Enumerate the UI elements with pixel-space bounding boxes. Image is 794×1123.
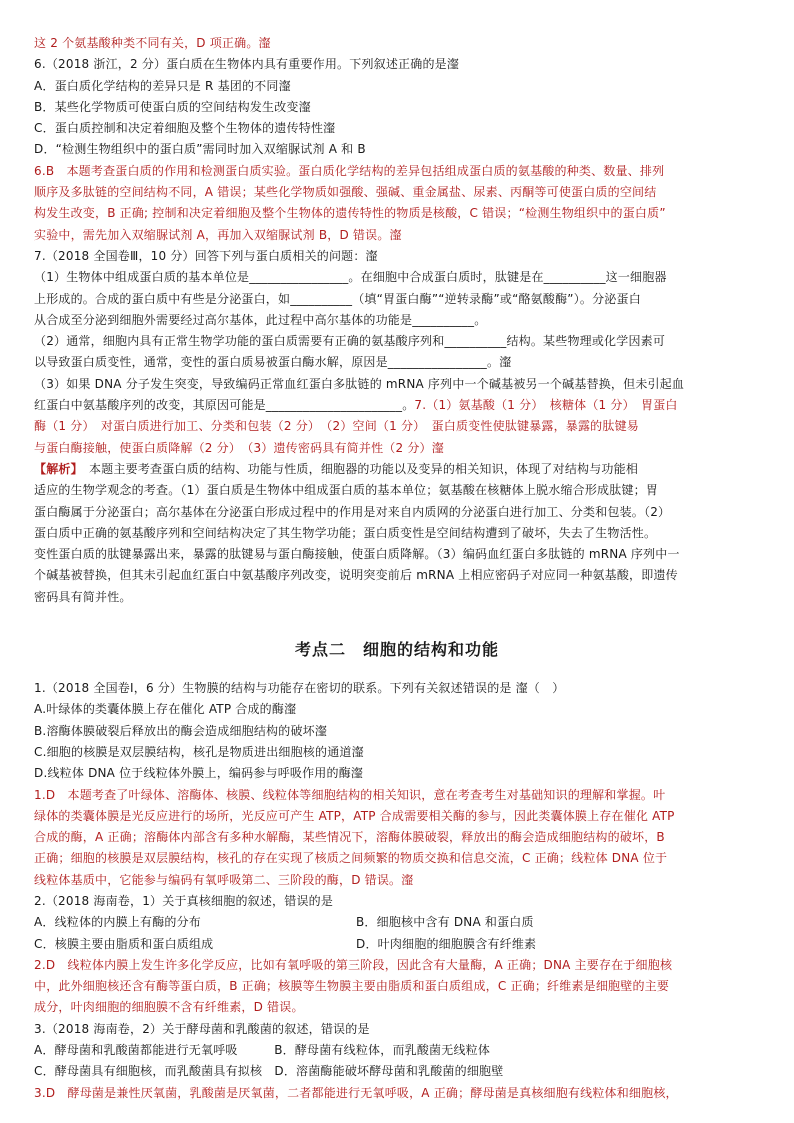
- cell-question-text-line: 1.（2018 全国卷Ⅰ，6 分）生物膜的结构与功能存在密切的联系。下列有关叙述错误的是 瀣（ ）: [34, 681, 565, 696]
- protein-question-answer-line: 实验中，需先加入双缩脲试剂 A，再加入双缩脲试剂 B，D 错误。瀣: [34, 227, 402, 242]
- q2-answer-line: 中，此外细胞核还含有酶等蛋白质，B 正确；核膜等生物膜主要由脂质和蛋白质组成，C 正确；纤维素是细胞壁的主要: [34, 979, 670, 994]
- protein-question-text-line: （2）通常，细胞内具有正常生物学功能的蛋白质需要有正确的氨基酸序列和__________结构。某些物理或化学因素可: [34, 334, 666, 349]
- protein-question-answer-line: 6.B 本题考查蛋白质的作用和检测蛋白质实验。蛋白质化学结构的差异包括组成蛋白质的氨基酸的种类、数量、排列: [34, 163, 665, 178]
- protein-question-text-line: 7.（2018 全国卷Ⅲ，10 分）回答下列与蛋白质相关的问题：瀣: [34, 248, 378, 263]
- cell-structure-section: [34, 678, 760, 912]
- cell-question-text-line: A.叶绿体的类囊体膜上存在催化 ATP 合成的酶瀣: [34, 702, 297, 717]
- protein-question-answer-line: 构发生改变，B 正确; 控制和决定着细胞及整个生物体的遗传特性的物质是核酸，C 错误；“检测生物组织中的蛋白质”: [34, 206, 666, 221]
- section-title: 考点二 细胞的结构和功能: [294, 640, 499, 660]
- document-page: [34, 33, 760, 1104]
- q2-answer-line: 成分，叶肉细胞的细胞膜不含有纤维素，D 错误。: [34, 1000, 304, 1015]
- q3-stem: 3.（2018 海南卷，2）关于酵母菌和乳酸菌的叙述，错误的是: [34, 1021, 370, 1036]
- cell-question-answer-line: 线粒体基质中，它能参与编码有氧呼吸第二、三阶段的酶，D 错误。瀣: [34, 872, 414, 887]
- cell-question-text-line: C.细胞的核膜是双层膜结构，核孔是物质进出细胞核的通道瀣: [34, 744, 364, 759]
- cell-question-answer-line: 合成的酶，A 正确；溶酶体内部含有多种水解酶，某些情况下，溶酶体膜破裂，释放出的酶会造成细胞结构的破坏，B: [34, 830, 665, 845]
- protein-question-text-line: C．蛋白质控制和决定着细胞及整个生物体的遗传特性瀣: [34, 121, 336, 136]
- q2-options-row: [34, 934, 760, 955]
- analysis-line: 密码具有简并性。: [34, 589, 132, 604]
- protein-questions-section: [34, 33, 760, 374]
- protein-question-text-line: 从合成至分泌到细胞外需要经过高尔基体，此过程中高尔基体的功能是__________。: [34, 312, 487, 327]
- cell-question-answer-line: 正确；细胞的核膜是双层膜结构，核孔的存在实现了核质之间频繁的物质交换和信息交流，C 正确；线粒体 DNA 位于: [34, 851, 668, 866]
- analysis-first-line: [34, 459, 760, 480]
- analysis-label: 【解析】: [34, 461, 77, 476]
- protein-question-answer-line: 这 2 个氨基酸种类不同有关，D 项正确。瀣: [34, 36, 271, 50]
- analysis-line: 蛋白质中正确的氨基酸序列和空间结构决定了其生物学功能；蛋白质变性是空间结构遭到了破坏，失去了生物活性。: [34, 525, 657, 540]
- q3-answer-line: 3.D 酵母菌是兼性厌氧菌，乳酸菌是厌氧菌，二者都能进行无氧呼吸，A 正确；酵母菌是真核细胞有线粒体和细胞核，: [34, 1085, 678, 1100]
- cell-question-answer-line: 绿体的类囊体膜是光反应进行的场所，光反应可产生 ATP，ATP 合成需要相关酶的参与，因此类囊体膜上存在催化 ATP: [34, 808, 675, 823]
- protein-question-text-line: A．蛋白质化学结构的差异只是 R 基团的不同瀣: [34, 78, 291, 93]
- cell-question-text-line: B.溶酶体膜破裂后释放出的酶会造成细胞结构的破坏瀣: [34, 723, 328, 738]
- q2-option-d: D．叶肉细胞的细胞膜含有纤维素: [356, 936, 537, 951]
- q7-part3-answer-line: [34, 395, 760, 416]
- analysis-line: 个碱基被替换，但其未引起血红蛋白中氨基酸序列改变，说明突变前后 mRNA 上相应密码子对应同一种氨基酸，即遗传: [34, 568, 678, 583]
- q3-options-row: C．酵母菌具有细胞核，而乳酸菌具有拟核 D．溶菌酶能破坏酵母菌和乳酸菌的细胞壁: [34, 1064, 504, 1079]
- q2-answer-line: 2.D 线粒体内膜上发生许多化学反应，比如有氧呼吸的第三阶段，因此含有大量酶，A 正确；DNA 主要存在于细胞核: [34, 957, 673, 972]
- protein-question-text-line: D．“检测生物组织中的蛋白质”需同时加入双缩脲试剂 A 和 B: [34, 142, 366, 157]
- protein-question-text-line: （1）生物体中组成蛋白质的基本单位是________________。在细胞中合成蛋白质时，肽键是在__________这一细胞器: [34, 270, 667, 285]
- q2-option-c: C．核膜主要由脂质和蛋白质组成: [34, 936, 214, 951]
- q7-answer-line: 酶（1 分） 对蛋白质进行加工、分类和包装（2 分） （2）空间（1 分） 蛋白质变性使肽键暴露，暴露的肽键易: [34, 419, 639, 434]
- cell-question-text-line: 2.（2018 海南卷，1）关于真核细胞的叙述，错误的是: [34, 893, 334, 908]
- q7-answer-line: 与蛋白酶接触，使蛋白质降解（2 分） （3）遗传密码具有简并性（2 分）瀣: [34, 440, 444, 455]
- q2-options-row: [34, 912, 760, 933]
- q2-option-b: B．细胞核中含有 DNA 和蛋白质: [356, 915, 534, 930]
- analysis-line: 变性蛋白质的肽键暴露出来，暴露的肽键易与蛋白酶接触，使蛋白质降解。（3）编码血红蛋白多肽链的 mRNA 序列中一: [34, 547, 680, 562]
- protein-question-text-line: 6.（2018 浙江，2 分）蛋白质在生物体内具有重要作用。下列叙述正确的是瀣: [34, 57, 460, 72]
- analysis-line: 适应的生物学观念的考查。（1）蛋白质是生物体中组成蛋白质的基本单位；氨基酸在核糖体上脱水缩合形成肽键；胃: [34, 483, 659, 498]
- cell-question-answer-line: 1.D 本题考查了叶绿体、溶酶体、核膜、线粒体等细胞结构的相关知识，意在考查考生对基础知识的理解和掌握。叶: [34, 787, 666, 802]
- analysis-text: 本题主要考查蛋白质的结构、功能与性质，细胞器的功能以及变异的相关知识，体现了对结构与功能相: [76, 461, 639, 476]
- protein-question-answer-line: 顺序及多肽链的空间结构不同，A 错误；某些化学物质如强酸、强碱、重金属盐、尿素、丙酮等可使蛋白质的空间结: [34, 185, 657, 200]
- q7-part3-line: （3）如果 DNA 分子发生突变，导致编码正常血红蛋白多肽链的 mRNA 序列中一个碱基被另一个碱基替换，但未引起血: [34, 376, 685, 391]
- protein-question-text-line: 上形成的。合成的蛋白质中有些是分泌蛋白，如__________（填“胃蛋白酶”“逆转录酶”或“酪氨酸酶”）。分泌蛋白: [34, 291, 641, 306]
- cell-question-text-line: D.线粒体 DNA 位于线粒体外膜上，编码参与呼吸作用的酶瀣: [34, 766, 364, 781]
- analysis-line: 蛋白酶属于分泌蛋白；高尔基体在分泌蛋白形成过程中的作用是对来自内质网的分泌蛋白进行加工、分类和包装。（2）: [34, 504, 671, 519]
- q7-part3-question-end: 红蛋白中氨基酸序列的改变，其原因可能是______________________。: [34, 398, 415, 413]
- q3-options-row: A．酵母菌和乳酸菌都能进行无氧呼吸 B．酵母菌有线粒体，而乳酸菌无线粒体: [34, 1043, 491, 1058]
- q7-answer-start: 7.（1）氨基酸（1 分） 核糖体（1 分） 胃蛋白: [414, 398, 678, 413]
- protein-question-text-line: 以导致蛋白质变性，通常，变性的蛋白质易被蛋白酶水解，原因是________________。瀣: [34, 355, 512, 370]
- protein-question-text-line: B．某些化学物质可使蛋白质的空间结构发生改变瀣: [34, 99, 311, 114]
- q2-option-a: A．线粒体的内膜上有酶的分布: [34, 915, 202, 930]
